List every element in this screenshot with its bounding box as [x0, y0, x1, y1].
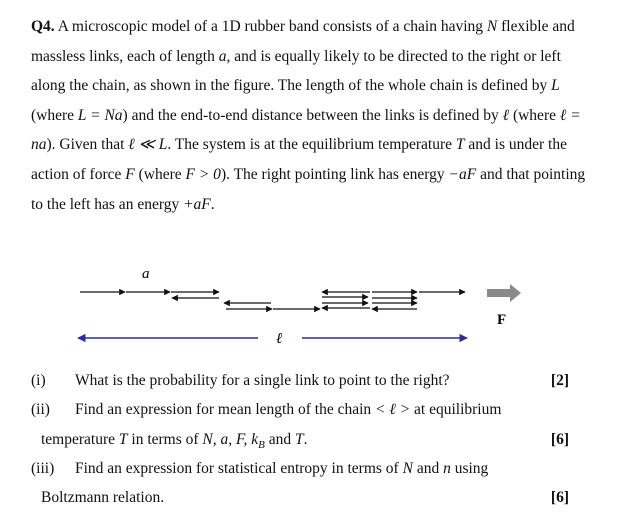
question-paragraph: Q4. A microscopic model of a 1D rubber band consists of a chain having N flexible and massless links, each of length a, and is equally likely to be directed to the right or left along the chain, as shown in the figure. The length of the whole chain is defined by L (where L = Na) and the end-to-end distance between the links is defined by ℓ (where ℓ = na). Given that ℓ ≪ L. The system is at the equilibrium temperature T and is under the action of force F (where F > 0). The right pointing link has energy −aF and that pointing to the left has an energy +aF.: [31, 18, 586, 213]
question-number: Q4.: [31, 18, 55, 35]
label-F: F: [497, 312, 507, 328]
label-a: a: [142, 266, 150, 282]
force-arrow: [487, 284, 521, 302]
label-ell: ℓ: [276, 331, 283, 347]
chain-figure: [0, 255, 627, 355]
